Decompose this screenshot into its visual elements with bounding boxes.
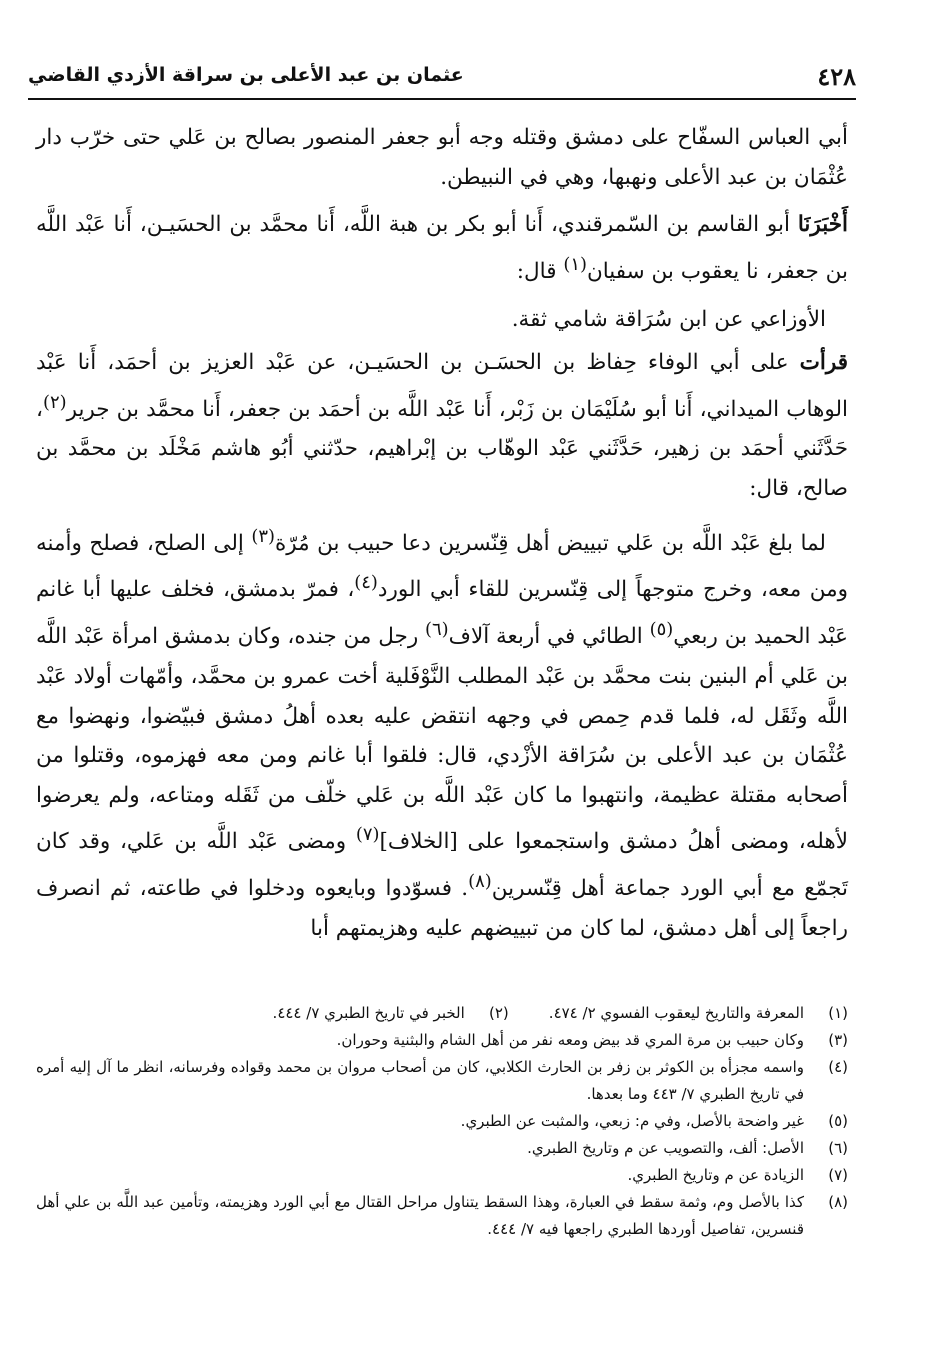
paragraph-5-part-f: ومضى عَبْد اللَّه بن عَلي، وقد كان تَجمّع مع أبي الورد جماعة أهل قِنّسرين: [36, 829, 848, 902]
paragraph-2-end: قال:: [516, 258, 564, 284]
running-title: عثمان بن عبد الأعلى بن سراقة الأزدي القاضي: [28, 64, 464, 86]
footnote-8-number: (٨): [828, 1193, 848, 1211]
footnote-ref-4: (٤): [354, 572, 378, 594]
footnote-5-text: غير واضحة بالأصل، وفي م: زبعي، والمثبت عن الطبري.: [460, 1112, 804, 1130]
footnote-3: [36, 1027, 848, 1054]
paragraph-2-text: أبو القاسم بن السّمرقندي، أَنا أبو بكر بن هبة اللَّه، أَنا محمَّد بن الحسَيـن، أَنا عَبْد اللَّه بن جعفر، نا يعقوب بن سفيان: [36, 212, 848, 284]
footnote-ref-8: (٨): [468, 871, 492, 893]
footnote-6: [36, 1135, 848, 1162]
footnote-ref-5: (٥): [649, 619, 674, 641]
footnote-5-number: (٥): [828, 1112, 848, 1130]
footnote-ref-3: (٣): [251, 525, 275, 547]
paragraph-1: [36, 118, 848, 197]
footnote-7-text: الزيادة عن م وتاريخ الطبري.: [627, 1166, 804, 1184]
footnote-4-text: واسمه مجزأه بن الكوثر بن زفر بن الحارث الكلابي، كان من أصحاب مروان بن محمد وقواده وفرسانه، انظر ما آل إليه أمره في تاريخ الطبري ٧/ ٤٤٣ وما بعدها.: [36, 1058, 804, 1103]
footnote-7: [36, 1162, 848, 1189]
paragraph-2: [36, 205, 848, 291]
paragraph-3-text: الأوزاعي عن ابن سُرَاقة شامي ثقة.: [511, 306, 826, 332]
footnote-8-text: كذا بالأصل وم، وثمة سقط في العبارة، وهذا السقط يتناول مراحل القتال مع أبي الورد وهزيمته، وتأمين عبد اللَّه بن علي أهل قنسرين، تفاصيل أوردها الطبري راجعها فيه ٧/ ٤٤٤.: [36, 1193, 804, 1238]
paragraph-5-part-g: . فسوّدوا وبايعوه ودخلوا في طاعته، ثم انصرف راجعاً إلى أهل دمشق، لما كان من تبييضهم عليه وهزيمتهم أبا: [36, 876, 848, 941]
footnote-ref-1: (١): [563, 253, 587, 275]
footnote-1-text: المعرفة والتاريخ ليعقوب الفسوي ٢/ ٤٧٤.: [548, 1004, 804, 1022]
footnote-2-number: (٢): [489, 1004, 509, 1022]
footnote-6-number: (٦): [828, 1139, 848, 1157]
paragraph-4-lead: قرأت: [799, 350, 848, 376]
footnotes: [36, 1000, 848, 1243]
footnote-ref-7: (٧): [355, 824, 380, 846]
paragraph-5-part-e: رجل من جنده، وكان بدمشق امرأة عَبْد اللَّه بن عَلي أم البنين بنت محمَّد بن عَبْد المطلب النَّوْفَلية أخت عمرو بن محمَّد، وأمّهات أولاد عَبْد اللَّه وثَقَل له، فلما قدم حِمص في وجهه انتقض عليه بعده أهلُ دمشق فبيّضوا، ونهضوا مع عُثْمَان بن عبد الأعلى بن سُرَاقة الأزْدي، قال: فلقوا أبا غانم ومن معه فهزموه، وقتلوا من أصحابه مقتلة عظيمة، وانتهبوا ما كان عَبْد اللَّه بن عَلي خلّف من ثَقَله ومتاعه، ولم يعرضوا لأهله، ومضى أهلُ دمشق واستجمعوا على [الخلاف]: [36, 624, 848, 855]
footnote-2-text: الخبر في تاريخ الطبري ٧/ ٤٤٤.: [272, 1004, 465, 1022]
footnote-pair-1-2: [36, 1000, 848, 1027]
paragraph-4-text-2: ، حَدَّثَني أحمَد بن زهير، حَدَّثَني عَبْد الوهّاب بن إبْراهيم، حدّثني أبُو هاشم مَخْلَد بن محمَّد بن صالح، قال:: [36, 396, 848, 502]
footnote-2: [273, 1000, 509, 1027]
page-number: ٤٢٨: [817, 62, 856, 91]
footnote-1: [549, 1000, 848, 1027]
paragraph-5-part-c: ، فمرّ بدمشق، فخلف عليها أبا غانم عَبْد الحميد بن ربعي: [36, 577, 848, 650]
page-header: [28, 58, 856, 100]
paragraph-2-lead: أَخْبَرَنَا: [797, 212, 848, 238]
footnote-5: [36, 1108, 848, 1135]
paragraph-5-part-d: الطائي في أربعة آلاف: [448, 624, 650, 650]
footnote-ref-2: (٢): [42, 391, 67, 413]
footnote-3-number: (٣): [828, 1031, 848, 1049]
paragraph-5-part-a: لما بلغ عَبْد اللَّه بن عَلي تبييض أهل قِنّسرين دعا حبيب بن مُرّة: [275, 530, 826, 556]
footnote-7-number: (٧): [828, 1166, 848, 1184]
paragraph-4: [36, 343, 848, 509]
footnote-ref-6: (٦): [425, 619, 449, 641]
footnote-1-number: (١): [828, 1004, 848, 1022]
paragraph-5: [36, 517, 848, 949]
paragraph-4-text-1: على أبي الوفاء حِفاظ بن الحسَـن بن الحسَيـن، عن عَبْد العزيز بن أحمَد، أَنا عَبْد الوهاب الميداني، أَنا أبو سُلَيْمَان بن زَبْر، أَنا عَبْد اللَّه بن أحمَد بن جعفر، أَنا محمَّد بن جرير: [36, 350, 848, 422]
footnote-6-text: الأصل: ألف، والتصويب عن م وتاريخ الطبري.: [527, 1139, 804, 1157]
footnote-3-text: وكان حبيب بن مرة المري قد بيض ومعه نفر من أهل الشام والبثنية وحوران.: [336, 1031, 804, 1049]
paragraph-1-text: أبي العباس السفّاح على دمشق وقتله وجه أبو جعفر المنصور بصالح بن عَلي حتى خرّب دار عُثْمَان بن عبد الأعلى ونهبها، وهي في النبيطن.: [36, 125, 848, 190]
paragraph-5-part-b: إلى الصلح، فصلح وأمنه ومن معه، وخرج متوجهاً إلى قِنّسرين للقاء أبي الورد: [36, 530, 848, 603]
main-text: [36, 118, 848, 956]
footnote-4-number: (٤): [828, 1058, 848, 1076]
footnote-4: [36, 1054, 848, 1108]
footnote-8: [36, 1189, 848, 1243]
paragraph-3: [36, 300, 848, 340]
